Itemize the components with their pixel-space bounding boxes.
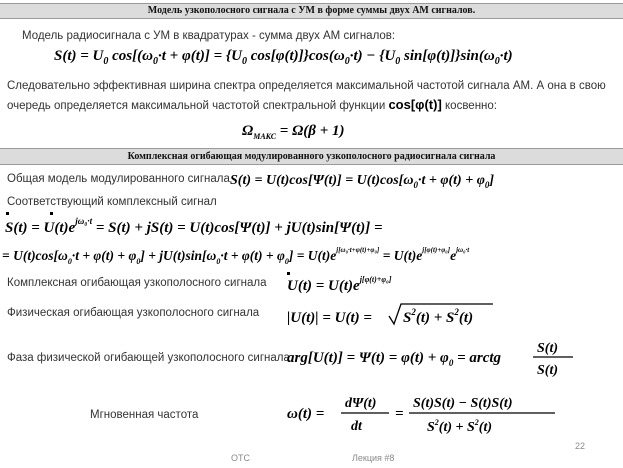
- equation-physical-envelope-render: [285, 298, 505, 332]
- svg-text:ω(t) =: ω(t) =: [287, 406, 325, 422]
- dot-marker: [6, 212, 9, 215]
- svg-text:=: =: [395, 406, 404, 422]
- equation-omega-max: [240, 118, 380, 147]
- paragraph-line-2: [7, 97, 497, 112]
- equation-general-model-render: [228, 166, 618, 192]
- svg-text:= U(t)cos[ω0·t + φ(t) + φ0] +: = $U(t)\cos[\omega_0\cdot t + \varphi(t) + \varphi_0] + jU(t)\sin[\omega_0\cdot t + \varphi(t) + \varphi_0] = U(t)e^{j[\omega_0\cdot t+\varphi(t)+\varphi_0]} = U(t)e^{j[\varphi(t)+\varphi_0]}e^{j\omega_0\cdot t}$: [2, 246, 470, 266]
- svg-text:dΨ(t): dΨ(t): [345, 396, 377, 411]
- section-title-complex-envelope: Комплексная огибающая модулированного узкополосного радиосигнала сигнала: [0, 148, 623, 165]
- equation-am-sum-render: [22, 40, 562, 68]
- complex-envelope-label: Комплексная огибающая узкополосного сигнала: [7, 277, 267, 289]
- svg-text:S(t) = U(t)cos[Ψ(t)] = U(t)cos: $S(t) = U(t)\cos[\Psi(t)] = U(t)\cos[\omega_0\cdot t + \varphi(t) + \varphi_0]$: [230, 173, 495, 190]
- footer-course: ОТС: [231, 453, 250, 463]
- page-number: 22: [575, 441, 586, 451]
- svg-text:U(t) = U(t)ej[φ(t)+φ₀]: $U(t) = U(t)e^{j[\varphi(t)+\varphi_0]}$: [287, 275, 392, 294]
- physical-envelope-label: Физическая огибающая узкополосного сигнала: [7, 307, 260, 319]
- dot-marker: [287, 272, 290, 275]
- equation-omega-max-render: [240, 118, 380, 142]
- footer-lecture: Лекция #8: [352, 453, 395, 463]
- phase-label: Фаза физической огибающей узкополосного сигнала: [7, 352, 290, 364]
- svg-text:S2(t) + S2(t): $S^2(t) + S^2(t)$: [403, 307, 474, 326]
- general-model-label: Общая модель модулированного сигнала: [7, 173, 230, 185]
- equation-physical-envelope: [285, 298, 505, 337]
- svg-text:S(t): S(t): [537, 341, 558, 356]
- svg-text:S(t) = U0 cos[(ω0·t + φ(t)] =: $S(t) = U_0$ $\cos[(\omega_0\cdot t + \varphi(t)] = \{U_0$ $\cos[\varphi(t)]\}\cos(\omega_0\cdot t) - \{U_0$ $\sin[\varphi(t)]\}\sin(\omega_0\cdot t)$: [54, 48, 513, 67]
- svg-text:S2(t) + S2(t): $S^2(t) + S^2(t)$: [427, 418, 492, 435]
- intro-text: Модель радиосигнала с УМ в квадратурах - сумма двух АМ сигналов:: [22, 30, 396, 42]
- paragraph-cos-phi: cos[φ(t)]: [388, 97, 442, 112]
- svg-text:|U(t)| = U(t) =: |U(t)| = U(t) =: [287, 310, 372, 326]
- svg-text:ΩМАКС = Ω(β + 1): $\Omega_{МАКС} = \Omega(\beta + 1)$: [242, 123, 345, 141]
- paragraph-line-2-end: косвенно:: [441, 100, 497, 112]
- paragraph-line-1: Следовательно эффективная ширина спектра определяется максимальной частотой сигнала АМ. А она в свою: [7, 80, 606, 92]
- paragraph-line-2-text: очередь определяется максимальной частотой спектральной функции: [7, 100, 389, 112]
- svg-text:S(t): S(t): [537, 363, 558, 378]
- equation-complex-envelope-render: [285, 270, 465, 298]
- complex-signal-label: Соответствующий комплексный сигнал: [7, 196, 217, 208]
- dot-marker: [50, 212, 53, 215]
- section-title-am-model: Модель узкополосного сигнала с УМ в форме суммы двух АМ сигналов.: [0, 3, 623, 19]
- equation-instant-frequency-render: [285, 390, 585, 438]
- svg-text:arg[U(t)] = Ψ(t) = φ(t) + φ0 =: $arg[U(t)] = \Psi(t) = \varphi(t) + \varphi_0$ = arctg: [287, 350, 502, 368]
- equation-am-sum: [22, 40, 562, 73]
- equation-complex-line-1-render: [0, 210, 623, 240]
- svg-text:S(t) = U(t)ejω₀·t = S(t) + jS(: $S(t) = U(t)e^{j\omega_0\cdot t} = S(t) + jS(t) = U(t)\cos[\Psi(t)] + jU(t)\sin[\Psi(t)]$ =: [5, 216, 383, 236]
- equation-complex-line-2-render: [0, 240, 623, 270]
- instant-frequency-label: Мгновенная частота: [90, 409, 199, 421]
- svg-text:S(t)S(t) − S(t)S(t): S(t)S(t) − S(t)S(t): [413, 396, 513, 411]
- equation-phase: [285, 336, 585, 387]
- equation-general-model: [228, 166, 618, 197]
- equation-phase-render: [285, 336, 585, 382]
- equation-instant-frequency: [285, 390, 585, 443]
- svg-text:dt: dt: [351, 419, 362, 434]
